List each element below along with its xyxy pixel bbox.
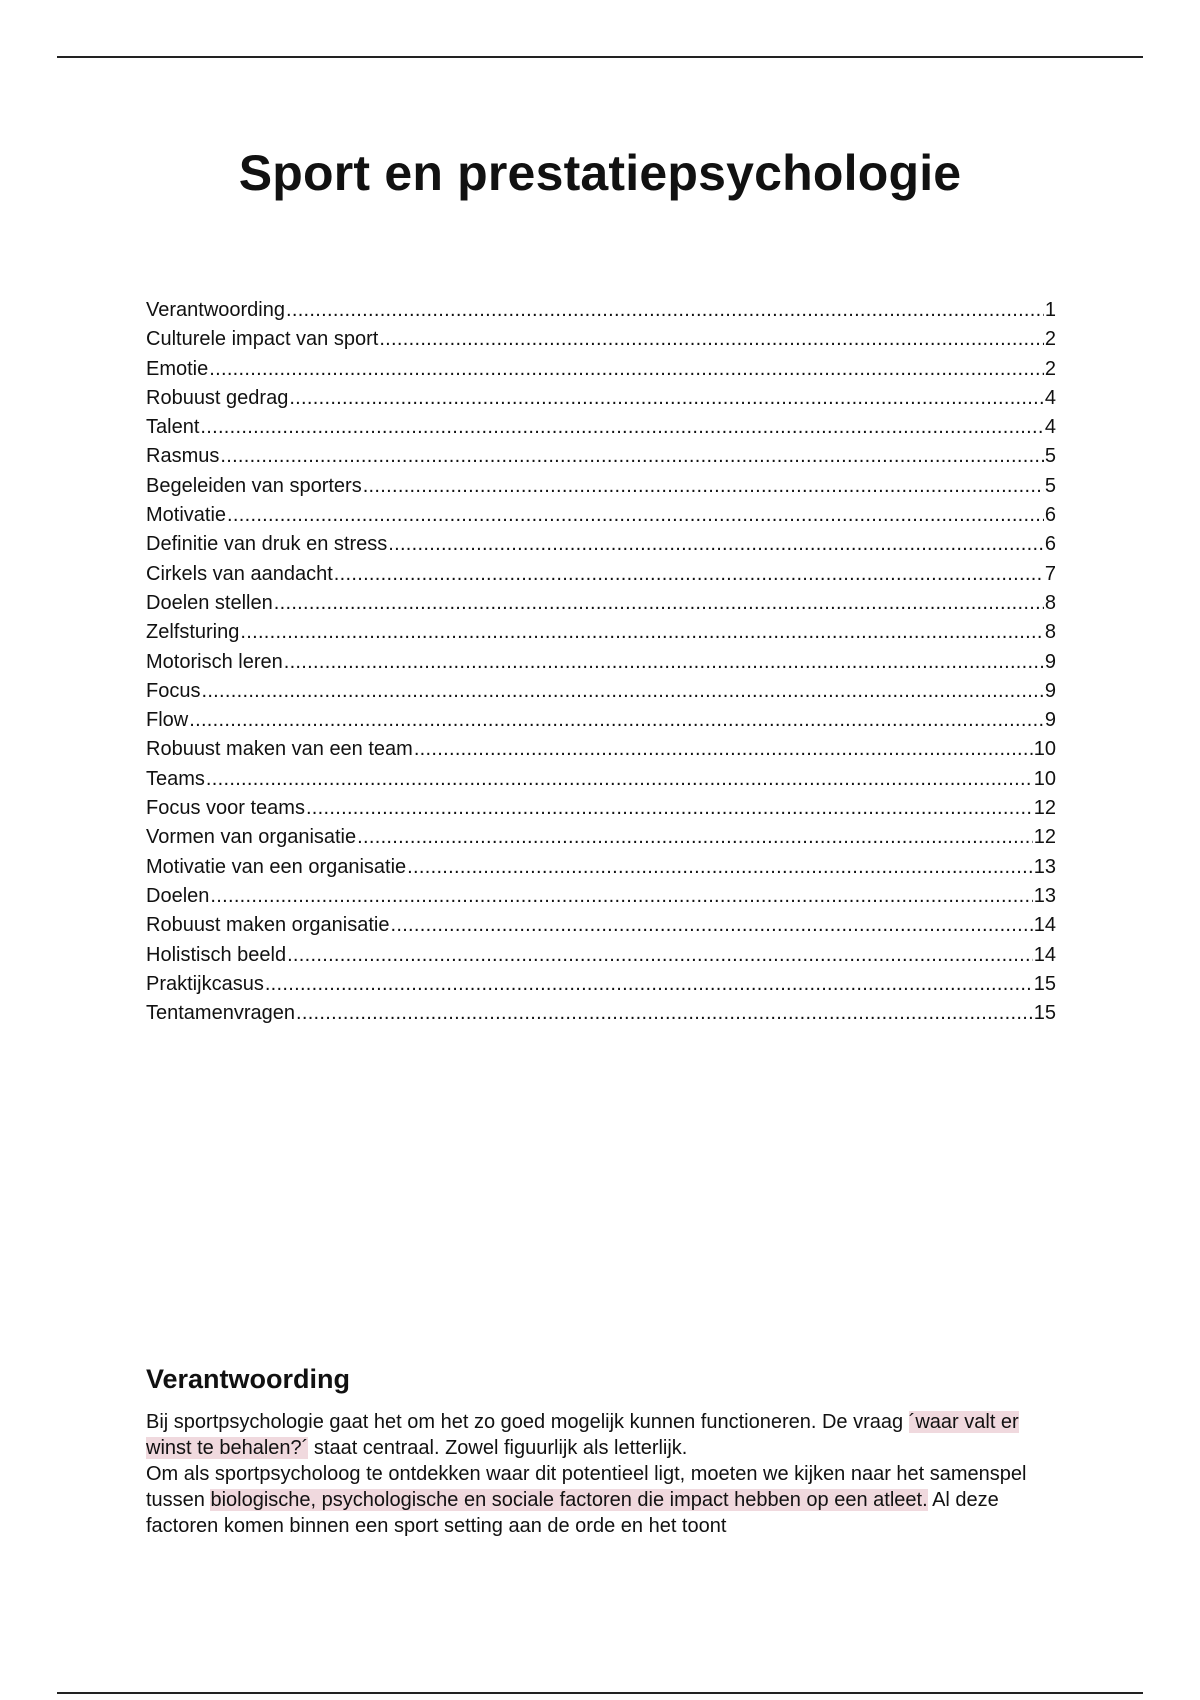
toc-dot-leader — [286, 296, 1044, 325]
toc-dot-leader — [284, 648, 1044, 677]
toc-entry-page: 4 — [1044, 386, 1056, 409]
toc-entry-page: 5 — [1044, 474, 1056, 497]
toc-entry-page: 6 — [1044, 504, 1056, 527]
paragraph-2-text-b: Al deze factoren komen binnen een sport setting aan de orde en het toont — [146, 1489, 999, 1537]
section-paragraph-2 — [146, 1461, 1056, 1539]
toc-entry[interactable] — [146, 735, 1056, 764]
toc-entry-page: 8 — [1044, 591, 1056, 614]
toc-entry[interactable] — [146, 442, 1056, 471]
toc-dot-leader — [287, 941, 1033, 970]
toc-dot-leader — [306, 794, 1033, 823]
toc-entry-page: 13 — [1033, 855, 1056, 878]
toc-entry-page: 8 — [1044, 621, 1056, 644]
toc-dot-leader — [200, 413, 1044, 442]
toc-dot-leader — [210, 882, 1032, 911]
toc-entry-title: Motivatie — [146, 504, 227, 527]
toc-entry-title: Doelen — [146, 884, 210, 907]
toc-entry-page: 14 — [1033, 914, 1056, 937]
toc-entry-title: Definitie van druk en stress — [146, 533, 388, 556]
toc-dot-leader — [414, 735, 1033, 764]
toc-dot-leader — [296, 999, 1033, 1028]
toc-entry[interactable] — [146, 882, 1056, 911]
toc-entry-title: Motorisch leren — [146, 650, 283, 673]
toc-entry-page: 2 — [1044, 357, 1056, 380]
toc-entry-page: 15 — [1033, 972, 1056, 995]
bottom-rule — [57, 1692, 1143, 1694]
toc-entry-title: Vormen van organisatie — [146, 826, 357, 849]
toc-entry-title: Holistisch beeld — [146, 943, 287, 966]
toc-entry-title: Robuust gedrag — [146, 386, 289, 409]
toc-entry-page: 7 — [1044, 562, 1056, 585]
toc-dot-leader — [379, 325, 1044, 354]
toc-entry[interactable] — [146, 530, 1056, 559]
toc-entry-page: 6 — [1044, 533, 1056, 556]
paragraph-1-highlight: ´waar valt er winst te behalen?´ — [146, 1411, 1019, 1459]
toc-dot-leader — [274, 589, 1044, 618]
toc-entry[interactable] — [146, 325, 1056, 354]
toc-entry[interactable] — [146, 706, 1056, 735]
document-title: Sport en prestatiepsychologie — [238, 145, 962, 201]
section-heading: Verantwoording — [146, 1364, 351, 1394]
toc-dot-leader — [206, 765, 1033, 794]
toc-dot-leader — [240, 618, 1044, 647]
toc-entry-title: Flow — [146, 709, 189, 732]
toc-entry-title: Verantwoording — [146, 299, 285, 321]
toc-entry[interactable] — [146, 384, 1056, 413]
toc-entry-title: Motivatie van een organisatie — [146, 855, 407, 878]
toc-entry[interactable] — [146, 413, 1056, 442]
toc-entry[interactable] — [146, 355, 1056, 384]
toc-entry-title: Doelen stellen — [146, 591, 273, 614]
toc-entry-title: Tentamenvragen — [146, 1002, 295, 1025]
toc-entry-page: 10 — [1033, 738, 1056, 761]
paragraph-2-text-a: Om als sportpsycholoog te ontdekken waar dit potentieel ligt, moeten we kijken naar het samenspel tussen — [146, 1463, 1027, 1511]
toc-entry-page: 5 — [1044, 445, 1056, 468]
toc-dot-leader — [209, 355, 1044, 384]
toc-entry[interactable] — [146, 472, 1056, 501]
toc-dot-leader — [363, 472, 1044, 501]
toc-entry-title: Focus — [146, 679, 201, 702]
toc-entry-page: 9 — [1044, 709, 1056, 732]
toc-entry[interactable] — [146, 560, 1056, 589]
toc-dot-leader — [388, 530, 1044, 559]
toc-dot-leader — [289, 384, 1044, 413]
toc-entry-page: 12 — [1033, 797, 1056, 820]
toc-dot-leader — [265, 970, 1033, 999]
toc-entry[interactable] — [146, 911, 1056, 940]
toc-dot-leader — [189, 706, 1044, 735]
table-of-contents — [146, 296, 1056, 1028]
toc-entry-title: Praktijkcasus — [146, 972, 264, 995]
toc-entry-page: 2 — [1044, 328, 1056, 351]
toc-entry[interactable] — [146, 296, 1056, 325]
toc-entry-page: 13 — [1033, 884, 1056, 907]
toc-entry-title: Cirkels van aandacht — [146, 562, 333, 585]
toc-entry-title: Culturele impact van sport — [146, 328, 379, 351]
paragraph-1-text-a: Bij sportpsychologie gaat het om het zo goed mogelijk kunnen functioneren. De vraag — [146, 1411, 909, 1433]
toc-entry[interactable] — [146, 765, 1056, 794]
toc-dot-leader — [220, 442, 1044, 471]
toc-dot-leader — [201, 677, 1043, 706]
toc-entry-title: Focus voor teams — [146, 797, 305, 820]
toc-entry-page: 9 — [1044, 679, 1056, 702]
toc-entry-title: Emotie — [146, 357, 209, 380]
toc-entry[interactable] — [146, 823, 1056, 852]
toc-dot-leader — [390, 911, 1032, 940]
toc-entry-page: 12 — [1033, 826, 1056, 849]
toc-entry[interactable] — [146, 589, 1056, 618]
top-rule — [57, 56, 1143, 58]
toc-entry[interactable] — [146, 618, 1056, 647]
toc-entry-page: 14 — [1033, 943, 1056, 966]
paragraph-2-highlight: biologische, psychologische en sociale factoren die impact hebben op een atleet. — [210, 1489, 928, 1511]
toc-entry[interactable] — [146, 970, 1056, 999]
toc-entry-title: Rasmus — [146, 445, 220, 468]
toc-dot-leader — [407, 853, 1033, 882]
toc-entry-title: Zelfsturing — [146, 621, 240, 644]
toc-dot-leader — [357, 823, 1033, 852]
toc-entry-title: Teams — [146, 767, 205, 790]
section-paragraph-1 — [146, 1409, 1056, 1461]
toc-entry-title: Robuust maken van een team — [146, 738, 413, 761]
toc-entry-title: Robuust maken organisatie — [146, 914, 390, 937]
toc-entry-title: Begeleiden van sporters — [146, 474, 362, 497]
toc-entry[interactable] — [146, 677, 1056, 706]
toc-entry-page: 9 — [1044, 650, 1056, 673]
toc-entry-page: 15 — [1033, 1002, 1056, 1025]
toc-entry[interactable] — [146, 794, 1056, 823]
toc-entry-page: 4 — [1044, 416, 1056, 439]
toc-entry-page: 10 — [1033, 767, 1056, 790]
toc-entry[interactable] — [146, 999, 1056, 1028]
toc-entry[interactable] — [146, 941, 1056, 970]
toc-dot-leader — [227, 501, 1044, 530]
paragraph-1-text-b: staat centraal. Zowel figuurlijk als letterlijk. — [308, 1437, 688, 1459]
toc-entry-title: Talent — [146, 416, 200, 439]
toc-dot-leader — [334, 560, 1044, 589]
toc-entry[interactable] — [146, 853, 1056, 882]
section-verantwoording — [146, 1364, 1056, 1539]
toc-entry[interactable] — [146, 648, 1056, 677]
toc-entry-page: 1 — [1044, 299, 1056, 321]
toc-entry[interactable] — [146, 501, 1056, 530]
